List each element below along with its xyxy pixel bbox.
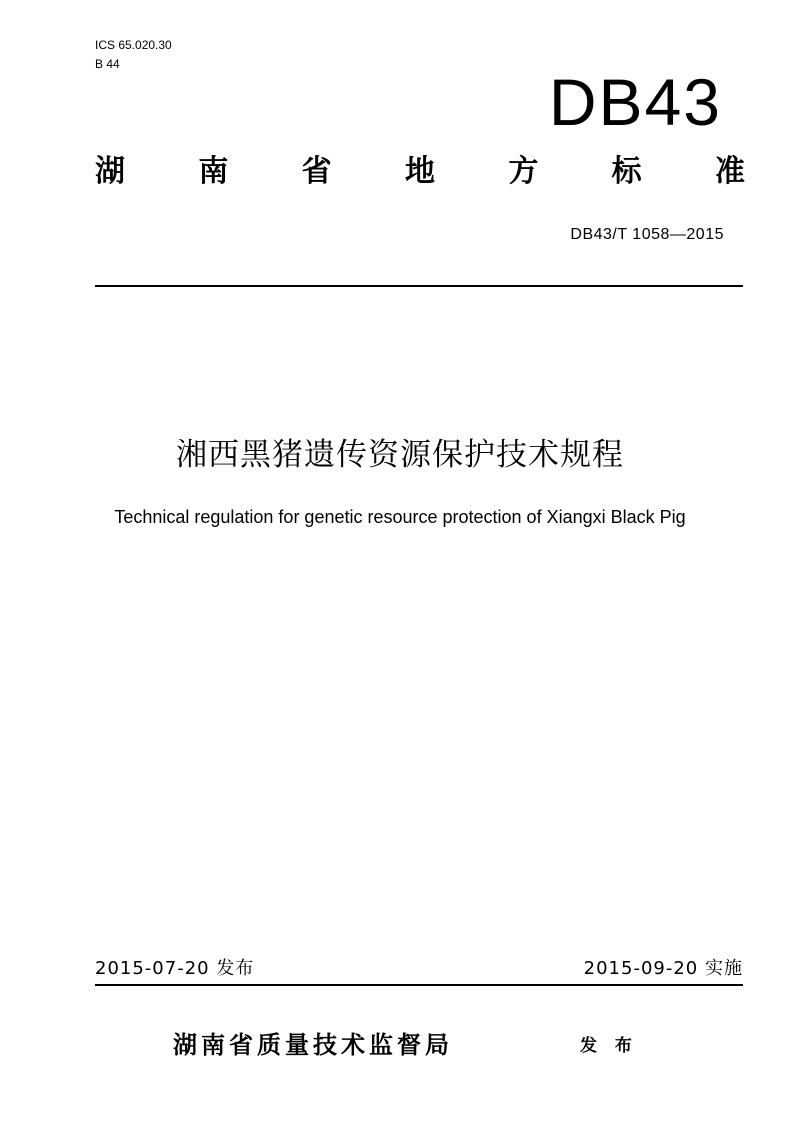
standard-type-char: 省 xyxy=(301,154,332,189)
top-divider xyxy=(95,285,743,287)
standard-type-char: 方 xyxy=(508,154,539,189)
issue-label: 发 布 xyxy=(580,1036,638,1056)
classification-block xyxy=(95,36,172,74)
standard-number: DB43/T 1058—2015 xyxy=(570,226,724,243)
title-chinese: 湘西黑猪遗传资源保护技术规程 xyxy=(176,437,624,473)
issue-date: 2015-07-20 发布 xyxy=(95,958,255,979)
standard-type-char: 标 xyxy=(611,154,642,189)
effective-date: 2015-09-20 实施 xyxy=(583,958,743,979)
db-logo: DB43 xyxy=(548,65,722,139)
standard-type-char: 地 xyxy=(404,154,435,189)
ics-code: ICS 65.020.30 xyxy=(95,38,172,52)
standard-type-char: 湖 xyxy=(95,154,125,189)
issuing-authority: 湖南省质量技术监督局 xyxy=(173,1031,453,1059)
standard-type-char: 南 xyxy=(198,154,229,189)
standard-type-heading xyxy=(95,150,745,194)
bottom-divider xyxy=(95,984,743,986)
title-english: Technical regulation for genetic resource protection of Xiangxi Black Pig xyxy=(114,507,686,527)
standard-type-char: 准 xyxy=(714,154,745,189)
category-code: B 44 xyxy=(95,57,120,71)
